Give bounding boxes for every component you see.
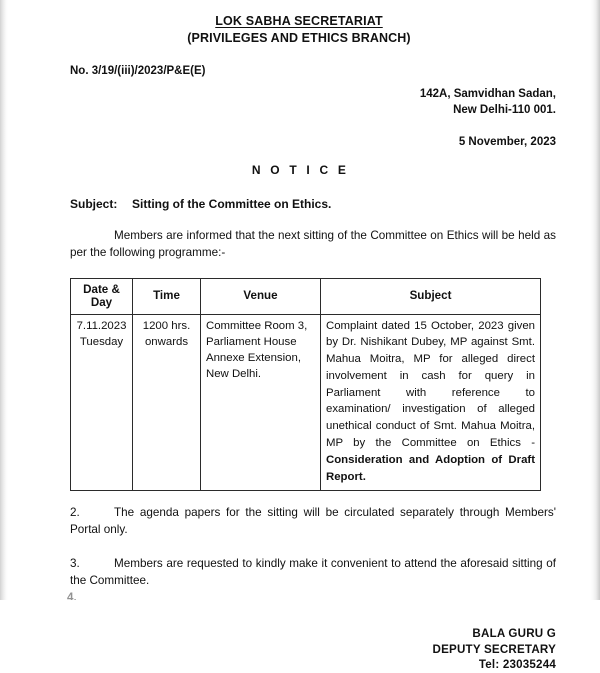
subject-value: Sitting of the Committee on Ethics.	[132, 196, 332, 211]
paragraph-text-3: Members are requested to kindly make it convenient to attend the aforesaid sitting of the Committee.	[70, 557, 556, 588]
column-header-venue: Venue	[201, 278, 321, 314]
paragraph-number-2: 2.	[70, 506, 80, 520]
cell-time-line-1: 1200 hrs.	[142, 319, 191, 332]
table-row	[71, 314, 541, 491]
subject-row	[70, 197, 590, 211]
signatory-name: BALA GURU G	[472, 627, 556, 641]
notice-heading: N O T I C E	[251, 162, 350, 177]
address-line-2: New Delhi-110 001.	[453, 103, 556, 116]
cell-subject	[321, 314, 541, 491]
cell-date-line-2: Tuesday	[79, 335, 124, 348]
signatory-telephone: Tel: 23035244	[478, 658, 556, 672]
column-header-date-line-1: Date &	[83, 282, 120, 296]
subject-label: Subject:	[70, 196, 118, 211]
cell-venue: Committee Room 3, Parliament House Annexe Extension, New Delhi.	[201, 314, 321, 491]
column-header-time: Time	[133, 278, 201, 314]
clipped-bottom-paragraph-number: 4.	[67, 591, 77, 600]
numbered-paragraph-3	[70, 556, 556, 590]
column-header-date	[71, 278, 133, 314]
page-left-gutter	[0, 0, 8, 600]
cell-time-line-2: onwards	[144, 335, 189, 348]
notice-document-sheet	[8, 0, 590, 672]
document-date: 5 November, 2023	[458, 135, 556, 148]
paragraph-number-3: 3.	[70, 557, 80, 571]
page-right-gutter[interactable]	[590, 0, 600, 600]
intro-paragraph: Members are informed that the next sitting of the Committee on Ethics will be held as per the following programme:-	[70, 228, 556, 259]
signatory-designation: DEPUTY SECRETARY	[432, 642, 556, 656]
address-line-1: 142A, Samvidhan Sadan,	[419, 88, 556, 100]
cell-subject-text: Complaint dated 15 October, 2023 given by Dr. Nishikant Dubey, MP against Smt. Mahua Moitra, MP for alleged direct involvement in cash for query in Parliament with reference to examination/ investigation of alleged unethical conduct of Smt. Mahua Moitra, MP by the Committee on Ethics -	[326, 319, 535, 450]
cell-time	[133, 314, 201, 491]
cell-date	[71, 314, 133, 491]
numbered-paragraph-2	[70, 505, 556, 539]
reference-number: No. 3/19/(iii)/2023/P&E(E)	[70, 65, 206, 77]
address-block	[8, 87, 590, 119]
document-title: LOK SABHA SECRETARIAT	[215, 14, 383, 28]
cell-date-line-1: 7.11.2023	[76, 319, 127, 332]
cell-subject-emphasis: Consideration and Adoption of Draft Report.	[326, 453, 535, 483]
sitting-schedule-table	[70, 278, 541, 492]
signature-block	[8, 626, 590, 673]
document-subtitle: (PRIVILEGES AND ETHICS BRANCH)	[187, 31, 411, 45]
column-header-date-line-2: Day	[90, 295, 113, 309]
paragraph-text-2: The agenda papers for the sitting will be circulated separately through Members' Portal only.	[70, 506, 556, 537]
column-header-subject: Subject	[321, 278, 541, 314]
table-header-row	[71, 278, 541, 314]
notice-heading-wrap	[8, 161, 590, 179]
